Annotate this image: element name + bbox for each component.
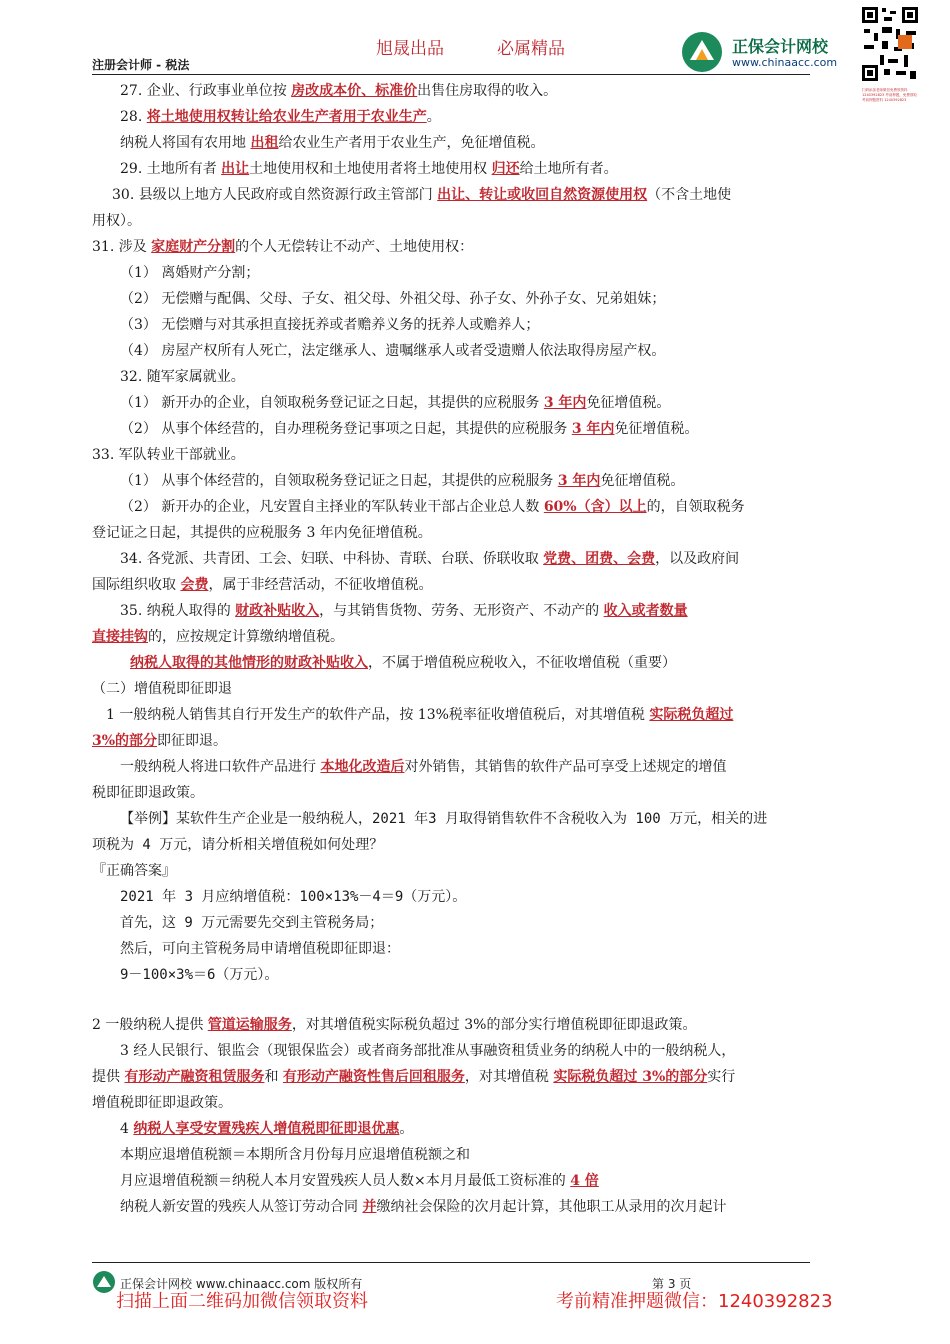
qr-code-icon[interactable] xyxy=(860,5,920,83)
text-line xyxy=(92,676,858,702)
text-run: 对外销售，其销售的软件产品可享受上述规定的增值 xyxy=(404,759,727,775)
text-run: 2021 年 3 月应纳增值税：100×13%－4＝9（万元）。 xyxy=(120,889,467,905)
key-phrase: 直接挂钩 xyxy=(92,629,148,645)
text-run: 缴纳社会保险的次月起计算，其他职工从录用的次月起计 xyxy=(376,1199,727,1215)
key-phrase: 3 年内 xyxy=(543,395,587,411)
text-run: 。 xyxy=(399,1121,414,1137)
logo-name: 正保会计网校 xyxy=(732,37,829,56)
text-line xyxy=(92,1194,858,1220)
text-line xyxy=(92,234,858,260)
text-line xyxy=(92,546,858,572)
text-run: 27. 企业、行政事业单位按 xyxy=(120,83,292,99)
text-run: 9－100×3%＝6（万元）。 xyxy=(120,967,279,983)
text-run: 土地使用权和土地使用者将土地使用权 xyxy=(249,161,492,177)
text-line xyxy=(92,442,858,468)
key-phrase: 3 年内 xyxy=(571,421,615,437)
key-phrase: 4 倍 xyxy=(570,1173,599,1189)
text-run: 免征增值税。 xyxy=(586,395,671,411)
text-line xyxy=(92,364,858,390)
text-run: 首先，这 9 万元需要先交到主管税务局； xyxy=(120,915,384,931)
key-phrase: 将土地使用权转让给农业生产者用于农业生产 xyxy=(146,109,427,125)
text-line xyxy=(92,1012,858,1038)
text-run: 月应退增值税额＝纳税人本月安置残疾人员人数×本月月最低工资标准的 xyxy=(120,1173,571,1189)
text-run: （1） 离婚财产分割； xyxy=(120,265,260,281)
chinaacc-logo xyxy=(680,30,858,74)
key-phrase: 纳税人取得的其他情形的财政补贴收入 xyxy=(130,655,368,671)
text-line xyxy=(92,1168,858,1194)
text-run: 28. xyxy=(120,109,147,125)
key-phrase: 家庭财产分割 xyxy=(151,239,236,255)
text-line xyxy=(92,78,858,104)
text-run: 35. 纳税人取得的 xyxy=(120,603,236,619)
text-line xyxy=(92,1038,858,1064)
text-run: 出售住房取得的收入。 xyxy=(417,83,558,99)
logo-mark-icon xyxy=(680,30,728,74)
text-run: 国际组织收取 xyxy=(92,577,181,593)
text-run: 纳税人新安置的残疾人从签订劳动合同 xyxy=(120,1199,363,1215)
text-run: 用权）。 xyxy=(92,213,141,229)
text-line xyxy=(92,754,858,780)
text-run: 项税为 4 万元，请分析相关增值税如何处理？ xyxy=(92,837,384,853)
text-run: （2） 无偿赠与配偶、父母、子女、祖父母、外祖父母、孙子女、外孙子女、兄弟姐妹； xyxy=(120,291,666,307)
text-run: 1 一般纳税人销售其自行开发生产的软件产品，按 13%税率征收增值税后，对其增值税 xyxy=(106,707,650,723)
text-line xyxy=(92,312,858,338)
text-line xyxy=(92,1142,858,1168)
key-phrase: 出让 xyxy=(221,161,250,177)
text-run: （二）增值税即征即退 xyxy=(92,681,232,697)
key-phrase: 财政补贴收入 xyxy=(235,603,320,619)
key-phrase: 3 年内 xyxy=(557,473,601,489)
text-run: 和 xyxy=(264,1069,283,1085)
text-run: 31. 涉及 xyxy=(92,239,152,255)
text-run: 34. 各党派、共青团、工会、妇联、中科协、青联、台联、侨联收取 xyxy=(120,551,544,567)
text-line xyxy=(92,988,858,1012)
text-line xyxy=(92,156,858,182)
brand-right: 必属精品 xyxy=(497,39,565,59)
text-line xyxy=(92,910,858,936)
key-phrase: 出租 xyxy=(250,135,279,151)
text-run: ，与其销售货物、劳务、无形资产、不动产的 xyxy=(319,603,604,619)
text-line xyxy=(92,962,858,988)
text-run: （4） 房屋产权所有人死亡，法定继承人、遗嘱继承人或者受遗赠人依法取得房屋产权。 xyxy=(120,343,666,359)
text-line xyxy=(92,858,858,884)
footer-divider xyxy=(92,1262,810,1263)
text-run: 给农业生产者用于农业生产，免征增值税。 xyxy=(278,135,545,151)
text-line xyxy=(92,390,858,416)
text-line xyxy=(92,650,858,676)
text-run: ，对其增值税实际税负超过 3%的部分实行增值税即征即退政策。 xyxy=(291,1017,697,1033)
text-run: 2 一般纳税人提供 xyxy=(92,1017,208,1033)
text-run: 4 xyxy=(120,1121,134,1137)
text-line xyxy=(92,702,858,728)
text-line xyxy=(92,728,858,754)
text-run: 纳税人将国有农用地 xyxy=(120,135,251,151)
promo-left: 扫描上面二维码加微信领取资料 xyxy=(116,1291,368,1312)
text-line xyxy=(92,780,858,806)
text-run: 免征增值税。 xyxy=(614,421,699,437)
key-phrase: 房改成本价、标准价 xyxy=(291,83,418,99)
text-run: 29. 土地所有者 xyxy=(120,161,222,177)
text-run: 本期应退增值税额＝本期所含月份每月应退增值税额之和 xyxy=(120,1147,470,1163)
text-line xyxy=(92,1064,858,1090)
brand-left: 旭晟出品 xyxy=(376,39,444,59)
text-line xyxy=(92,468,858,494)
text-run: 免征增值税。 xyxy=(600,473,685,489)
text-run: 的，自领取税务 xyxy=(646,499,745,515)
text-line xyxy=(92,182,858,208)
key-phrase: 实际税负超过 xyxy=(649,707,734,723)
key-phrase: 60%（含）以上 xyxy=(543,499,647,515)
text-line xyxy=(92,884,858,910)
text-line xyxy=(92,832,858,858)
footer-logo-icon xyxy=(92,1270,116,1294)
text-line xyxy=(92,494,858,520)
text-line xyxy=(92,624,858,650)
text-line xyxy=(92,260,858,286)
text-run: 增值税即征即退政策。 xyxy=(92,1095,232,1111)
qr-note: 扫码添加老师微信免费领资料 1240392823 考前押题，免费领取考前押题资料 1240392823 xyxy=(862,88,917,102)
text-line xyxy=(92,936,858,962)
text-run: （2） 从事个体经营的，自办理税务登记事项之日起，其提供的应税服务 xyxy=(120,421,572,437)
text-run: ，属于非经营活动，不征收增值税。 xyxy=(208,577,433,593)
text-run: 提供 xyxy=(92,1069,125,1085)
text-line xyxy=(92,572,858,598)
key-phrase: 实际税负超过 3%的部分 xyxy=(553,1069,708,1085)
text-run: 【举例】某软件生产企业是一般纳税人，2021 年3 月取得销售软件不含税收入为 100 万元，相关的进 xyxy=(120,811,768,827)
text-run: （3） 无偿赠与对其承担直接抚养或者赡养义务的抚养人或赡养人； xyxy=(120,317,540,333)
key-phrase: 会费 xyxy=(180,577,209,593)
text-run: ，不属于增值税应税收入，不征收增值税（重要） xyxy=(368,655,676,671)
logo-url: www.chinaacc.com xyxy=(732,56,838,69)
text-line xyxy=(92,208,858,234)
text-line xyxy=(92,1116,858,1142)
key-phrase: 3%的部分 xyxy=(92,733,158,749)
footer-copyright: 正保会计网校 www.chinaacc.com 版权所有 xyxy=(120,1277,363,1291)
key-phrase: 纳税人享受安置残疾人增值税即征即退优惠 xyxy=(133,1121,400,1137)
text-line xyxy=(92,416,858,442)
text-line xyxy=(92,806,858,832)
text-line xyxy=(92,598,858,624)
text-run: 登记证之日起，其提供的应税服务 3 年内免征增值税。 xyxy=(92,525,432,541)
document-subtitle: 注册会计师 - 税法 xyxy=(92,58,190,72)
key-phrase: 有形动产融资租赁服务 xyxy=(124,1069,265,1085)
text-run: 的个人无偿转让不动产、土地使用权： xyxy=(235,239,474,255)
text-line xyxy=(92,1090,858,1116)
text-line xyxy=(92,130,858,156)
key-phrase: 管道运输服务 xyxy=(207,1017,292,1033)
text-line xyxy=(92,338,858,364)
page-number: 第 3 页 xyxy=(652,1277,692,1291)
document-body xyxy=(92,78,858,1220)
text-run: 33. 军队转业干部就业。 xyxy=(92,447,245,463)
text-run: 的，应按规定计算缴纳增值税。 xyxy=(148,629,344,645)
text-run: 『正确答案』 xyxy=(92,863,176,879)
promo-right: 考前精准押题微信：1240392823 xyxy=(556,1291,833,1312)
text-run: 一般纳税人将进口软件产品进行 xyxy=(120,759,321,775)
text-run: 。 xyxy=(426,109,441,125)
key-phrase: 有形动产融资性售后回租服务 xyxy=(282,1069,465,1085)
text-run: 3 经人民银行、银监会（现银保监会）或者商务部批准从事融资租赁业务的纳税人中的一般纳税人， xyxy=(120,1043,736,1059)
key-phrase: 收入或者数量 xyxy=(603,603,688,619)
text-run: 实行 xyxy=(707,1069,736,1085)
text-run: 30. 县级以上地方人民政府或自然资源行政主管部门 xyxy=(112,187,438,203)
text-line xyxy=(92,104,858,130)
text-run: 税即征即退政策。 xyxy=(92,785,204,801)
text-run: （1） 从事个体经营的，自领取税务登记证之日起，其提供的应税服务 xyxy=(120,473,558,489)
key-phrase: 出让、转让或收回自然资源使用权 xyxy=(437,187,648,203)
key-phrase: 归还 xyxy=(491,161,520,177)
text-line xyxy=(92,520,858,546)
text-run: 给土地所有者。 xyxy=(519,161,618,177)
text-run: （不含土地使 xyxy=(647,187,732,203)
text-run: 即征即退。 xyxy=(157,733,228,749)
key-phrase: 本地化改造后 xyxy=(320,759,405,775)
key-phrase: 党费、团费、会费 xyxy=(543,551,656,567)
text-run: ，对其增值税 xyxy=(464,1069,554,1085)
text-run: 32. 随军家属就业。 xyxy=(120,369,245,385)
text-run: 然后，可向主管税务局申请增值税即征即退： xyxy=(120,941,400,957)
text-run: （1） 新开办的企业，自领取税务登记证之日起，其提供的应税服务 xyxy=(120,395,544,411)
text-run: （2） 新开办的企业，凡安置自主择业的军队转业干部占企业总人数 xyxy=(120,499,544,515)
header-divider xyxy=(92,74,810,75)
text-line xyxy=(92,286,858,312)
text-run: ，以及政府间 xyxy=(655,551,740,567)
key-phrase: 并 xyxy=(362,1199,377,1215)
